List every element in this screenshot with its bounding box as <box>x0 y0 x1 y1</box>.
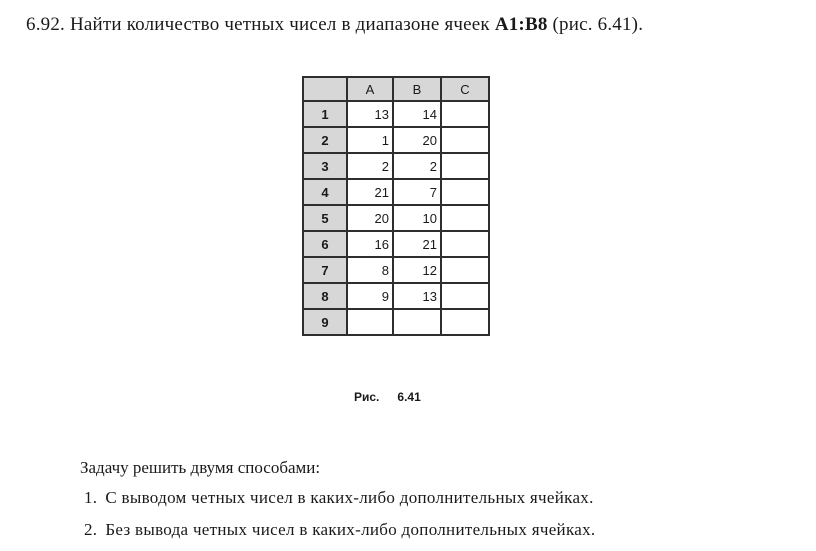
cell-b9 <box>393 309 441 335</box>
cell-c9 <box>441 309 489 335</box>
row-header: 3 <box>303 153 347 179</box>
cell-a9 <box>347 309 393 335</box>
cell-b7: 12 <box>393 257 441 283</box>
table-row <box>303 179 489 205</box>
corner-cell <box>303 77 347 101</box>
cell-a2: 1 <box>347 127 393 153</box>
spreadsheet-figure <box>302 76 490 336</box>
cell-b3: 2 <box>393 153 441 179</box>
caption-prefix: Рис. <box>354 390 380 404</box>
row-header: 5 <box>303 205 347 231</box>
method-number: 1. <box>84 488 98 507</box>
cell-b1: 14 <box>393 101 441 127</box>
cell-a7: 8 <box>347 257 393 283</box>
cell-c8 <box>441 283 489 309</box>
cell-a3: 2 <box>347 153 393 179</box>
table-row <box>303 127 489 153</box>
problem-heading <box>26 14 643 36</box>
table-row <box>303 231 489 257</box>
cell-a1: 13 <box>347 101 393 127</box>
cell-a6: 16 <box>347 231 393 257</box>
cell-b4: 7 <box>393 179 441 205</box>
row-header: 2 <box>303 127 347 153</box>
table-row <box>303 257 489 283</box>
row-header: 6 <box>303 231 347 257</box>
column-header-a: A <box>347 77 393 101</box>
cell-b8: 13 <box>393 283 441 309</box>
method-number: 2. <box>84 520 98 539</box>
task-intro: Задачу решить двумя способами: <box>80 458 321 477</box>
column-header-b: B <box>393 77 441 101</box>
problem-number: 6.92. <box>26 14 65 35</box>
column-header-c: C <box>441 77 489 101</box>
cell-c5 <box>441 205 489 231</box>
figure-caption <box>354 390 421 404</box>
table-row <box>303 283 489 309</box>
column-header-row <box>303 77 489 101</box>
row-header: 1 <box>303 101 347 127</box>
table-row <box>303 205 489 231</box>
cell-c6 <box>441 231 489 257</box>
cell-b6: 21 <box>393 231 441 257</box>
table-row <box>303 309 489 335</box>
cell-a8: 9 <box>347 283 393 309</box>
problem-range: A1:B8 <box>494 14 548 35</box>
cell-c1 <box>441 101 489 127</box>
row-header: 7 <box>303 257 347 283</box>
cell-a5: 20 <box>347 205 393 231</box>
cell-c2 <box>441 127 489 153</box>
cell-b5: 10 <box>393 205 441 231</box>
row-header: 8 <box>303 283 347 309</box>
table-row <box>303 101 489 127</box>
problem-reference: (рис. 6.41). <box>552 14 644 35</box>
method-text: Без вывода четных чисел в каких-либо дополнительных ячейках. <box>105 520 596 539</box>
method-item <box>84 520 595 540</box>
caption-number: 6.41 <box>397 390 421 404</box>
table-row <box>303 153 489 179</box>
cell-a4: 21 <box>347 179 393 205</box>
cell-c3 <box>441 153 489 179</box>
row-header: 4 <box>303 179 347 205</box>
method-item <box>84 488 594 508</box>
cell-c4 <box>441 179 489 205</box>
row-header: 9 <box>303 309 347 335</box>
method-text: С выводом четных чисел в каких-либо дополнительных ячейках. <box>105 488 594 507</box>
problem-text: Найти количество четных чисел в диапазоне ячеек <box>69 14 490 35</box>
cell-b2: 20 <box>393 127 441 153</box>
cell-c7 <box>441 257 489 283</box>
